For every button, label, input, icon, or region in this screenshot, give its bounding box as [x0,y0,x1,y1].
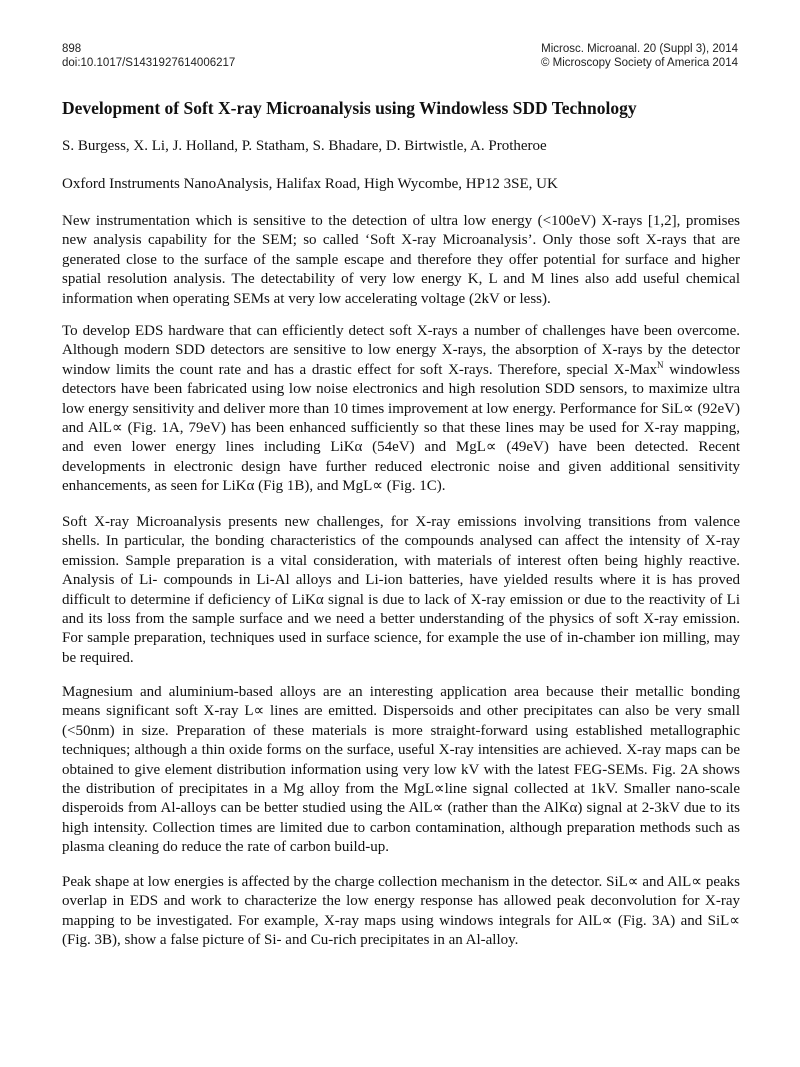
body-paragraph-5: Peak shape at low energies is affected by the charge collection mechanism in the detector. SiL∝ and AlL∝ peaks overlap in EDS and work to characterize the low energy response has allowed peak deconvolution for X-ray mapping to be investigated. For example, X-ray maps using windows integrals for AlL∝ (Fig. 3A) and SiL∝ (Fig. 3B), show a false picture of Si- and Cu-rich precipitates in an Al-alloy. [62,874,740,949]
body-paragraph-4: Magnesium and aluminium-based alloys are an interesting application area because their metallic bonding means significant soft X-ray L∝ lines are emitted. Dispersoids and other precipitates can also be very small (<50nm) in size. Preparation of these materials is more straight-forward using established metallographic techniques; although a thin oxide forms on the surface, useful X-ray intensities are achieved. X-ray maps can be obtained to give element distribution information using very low kV with the latest FEG-SEMs. Fig. 2A shows the distribution of precipitates in a Mg alloy from the MgL∝line signal collected at 1kV. Smaller nano-scale disperoids from Al-alloys can be better studied using the AlL∝ (rather than the AlKα) signal at 2-3kV due to its high intensity. Collection times are limited due to carbon contamination, although preparation methods such as plasma cleaning do reduce the rate of carbon build-up. [62,684,740,856]
article-title: Development of Soft X-ray Microanalysis using Windowless SDD Technology [62,98,637,118]
running-header-left [62,42,235,70]
body-paragraph-1: New instrumentation which is sensitive to the detection of ultra low energy (<100eV) X-rays [1,2], promises new analysis capability for the SEM; so called ‘Soft X-ray Microanalysis’. Only those soft X-rays that are generated close to the surface of the sample escape and therefore they offer potential for surface and higher spatial resolution analysis. The detectability of very low energy K, L and M lines also add useful chemical information when operating SEMs at very low accelerating voltage (2kV or less). [62,213,740,307]
copyright: © Microscopy Society of America 2014 [540,57,738,69]
paragraph-text: To develop EDS hardware that can efficiently detect soft X-rays a number of challenges have been overcome. Although modern SDD detectors are sensitive to low energy X-rays, the absorption of X-rays by the detector window limits the count rate and has a drastic effect for soft X-rays. Therefore, special X-Max [62,323,740,378]
paragraph-text: windowless detectors have been fabricated using low noise electronics and high resolution SDD sensors, to maximize ultra low energy sensitivity and deliver more than 10 times improvement at low energy. Performance for SiL∝ (92eV) and AlL∝ (Fig. 1A, 79eV) has been enhanced sufficiently so that these lines may be used for X-ray mapping, and even lower energy lines including LiKα (54eV) and MgL∝ (49eV) have been detected. Recent developments in electronic design have further reduced electronic noise and given additional sensitivity enhancements, as seen for LiKα (Fig 1B), and MgL∝ (Fig. 1C). [62,361,740,495]
journal-citation: Microsc. Microanal. 20 (Suppl 3), 2014 [541,43,738,55]
author-list: S. Burgess, X. Li, J. Holland, P. Statham, S. Bhadare, D. Birtwistle, A. Protheroe [62,138,547,154]
affiliation: Oxford Instruments NanoAnalysis, Halifax Road, High Wycombe, HP12 3SE, UK [62,176,558,192]
doi: doi:10.1017/S1431927614006217 [62,57,236,69]
body-paragraph-2 [62,322,740,497]
running-header-right [541,42,738,70]
superscript: N [657,359,664,370]
page-number: 898 [62,43,82,55]
body-paragraph-3: Soft X-ray Microanalysis presents new challenges, for X-ray emissions involving transitions from valence shells. In particular, the bonding characteristics of the compounds analysed can affect the intensity of X-ray emission. Sample preparation is a vital consideration, with materials of interest often being highly reactive. Analysis of Li- compounds in Li-Al alloys and Li-ion batteries, have yielded results where it is has proved difficult to determine if deficiency of LiKα signal is due to lack of X-ray emission or due to the reactivity of Li and its loss from the sample surface and we need a better understanding of the physics of soft X-ray emission. For sample preparation, techniques used in surface science, for example the use of in-chamber ion milling, may be required. [62,514,740,666]
